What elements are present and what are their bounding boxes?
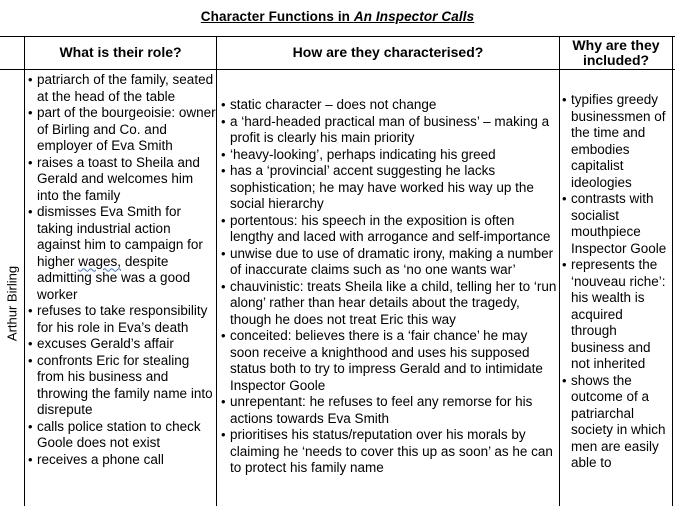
characterised-item: • prioritises his status/reputation over his morals by claiming he ‘needs to cover this up as soon’ as he can to protect his family name [221, 427, 557, 477]
role-cell [28, 72, 216, 468]
characterised-item: • a ‘hard-headed practical man of business’ – making a profit is clearly his main priority [221, 114, 557, 147]
role-item: • raises a toast to Sheila and Gerald and welcomes him into the family [28, 155, 216, 205]
characterised-cell [221, 97, 557, 477]
role-item [28, 204, 216, 303]
role-column-divider [216, 36, 217, 506]
characterised-item: • ‘heavy-looking’, perhaps indicating his greed [221, 147, 557, 164]
header-role: What is their role? [59, 44, 182, 60]
role-item: • receives a phone call [28, 452, 216, 469]
characterised-list [221, 97, 557, 477]
role-item: • excuses Gerald’s affair [28, 336, 216, 353]
characterised-item: • portentous: his speech in the exposition is often lengthy and laced with arrogance and self-importance [221, 213, 557, 246]
role-item-text: dismisses Eva Smith for taking industrial action against him to campaign for higher [37, 204, 203, 269]
role-item: • part of the bourgeoisie: owner of Birling and Co. and employer of Eva Smith [28, 105, 216, 155]
row-label-arthur-birling: Arthur Birling [4, 265, 20, 342]
characterised-item: • has a ‘provincial’ accent suggesting he lacks sophistication; he may have worked his way up the social hierarchy [221, 163, 557, 213]
included-item: • typifies greedy businessmen of the time and embodies capitalist ideologies [562, 92, 672, 191]
table-right-border [672, 36, 673, 506]
included-item: • represents the ‘nouveau riche’: his wealth is acquired through business and not inherited [562, 257, 672, 373]
title-play-name: An Inspector Calls [353, 9, 475, 24]
characterised-item: • conceited: believes there is a ‘fair chance’ he may soon receive a knighthood and uses his supposed status both to try to impress Gerald and to intimidate Inspector Goole [221, 328, 557, 394]
role-list [28, 72, 216, 468]
spellcheck-marked-word[interactable]: wages, [78, 253, 122, 269]
role-item-text: despite admitting she was a good worker [37, 253, 191, 302]
included-item: • shows the outcome of a patriarchal society in which men are easily able to [562, 373, 672, 472]
title-text: Character Functions in [200, 9, 354, 24]
characterised-item: • unrepentant: he refuses to feel any remorse for his actions towards Eva Smith [221, 394, 557, 427]
role-item: • confronts Eric for stealing from his business and throwing the family name into disrepute [28, 353, 216, 419]
row-label-cell [4, 264, 20, 344]
header-included: Why are they included? [572, 37, 660, 68]
included-item: • contrasts with socialist mouthpiece Inspector Goole [562, 191, 672, 257]
label-column-divider [24, 36, 25, 506]
document-title [0, 9, 675, 24]
role-item: • refuses to take responsibility for his role in Eva’s death [28, 303, 216, 336]
header-characterised: How are they characterised? [292, 44, 484, 60]
role-item: • patriarch of the family, seated at the head of the table [28, 72, 216, 105]
included-cell [562, 92, 672, 472]
characterised-item: • chauvinistic: treats Sheila like a child, telling her to ‘run along’ rather than hear details about the tragedy, though he does not treat Eric this way [221, 279, 557, 329]
header-bottom-border [0, 69, 675, 70]
characterised-item: • static character – does not change [221, 97, 557, 114]
included-list [562, 92, 672, 472]
role-item: • calls police station to check Goole does not exist [28, 419, 216, 452]
characterised-item: • unwise due to use of dramatic irony, making a number of inaccurate claims such as ‘no one wants war’ [221, 246, 557, 279]
characterised-column-divider [559, 36, 560, 506]
